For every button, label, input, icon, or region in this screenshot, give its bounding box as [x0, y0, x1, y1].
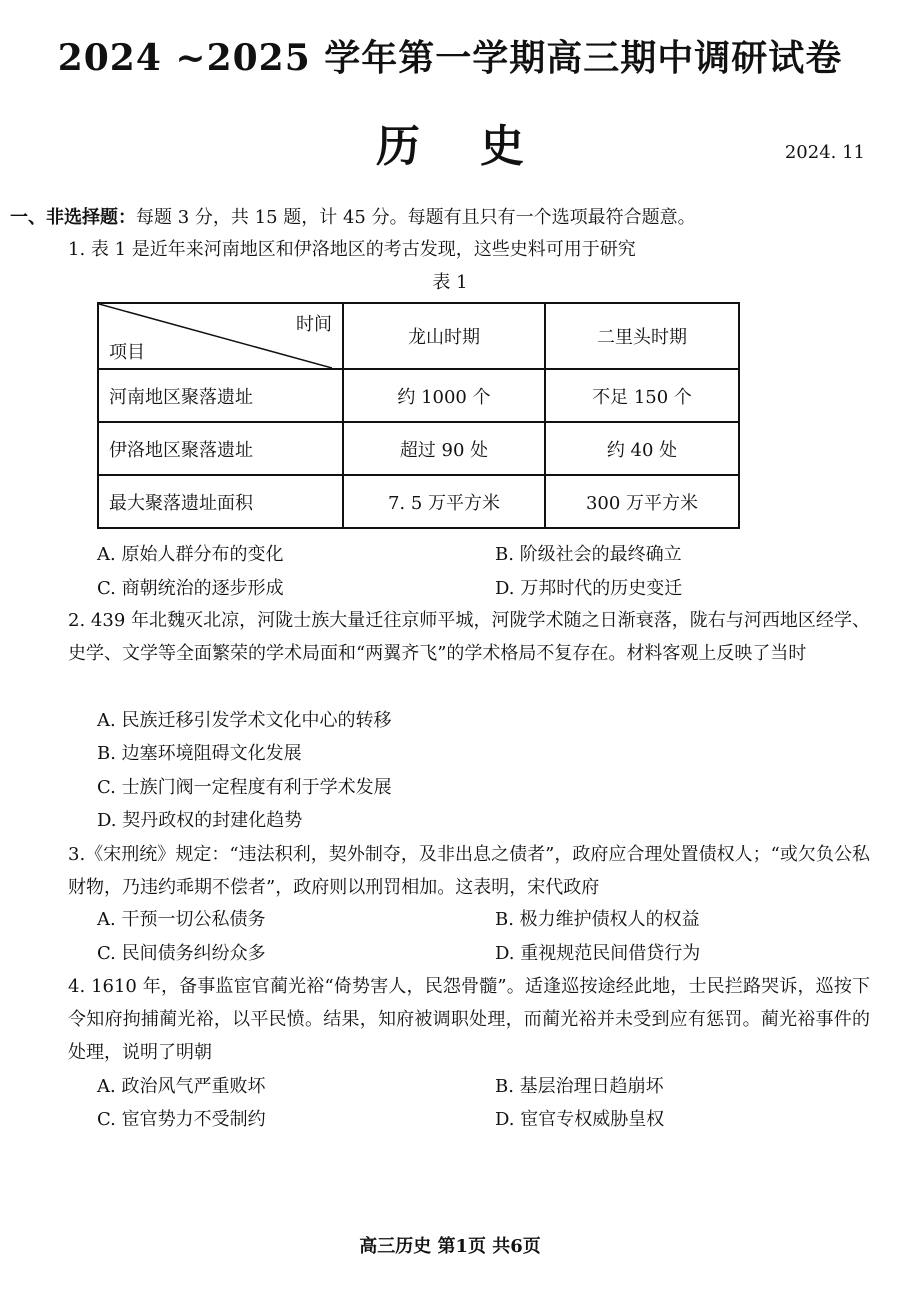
- q4-stem: 4. 1610 年，备事监宦官蔺光裕“倚势害人，民怨骨髓”。适逢巡按途经此地，士民拦路哭诉，巡按下令知府拘捕蔺光裕，以平民愤。结果，知府被调职处理，而蔺光裕并未受到应有惩罚。蔺光裕事件的处理，说明了明朝: [68, 976, 870, 1063]
- archaeology-table: [97, 302, 740, 529]
- q2-stem: 2. 439 年北魏灭北凉，河陇士族大量迁往京师平城，河陇学术随之日渐衰落，陇右与河西地区经学、史学、文学等全面繁荣的学术局面和“两翼齐飞”的学术格局不复存在。材料客观上反映了当时: [68, 610, 870, 664]
- table-row: [98, 475, 739, 528]
- section-description: 每题 3 分，共 15 题，计 45 分。每题有且只有一个选项最符合题意。: [136, 207, 696, 228]
- q2-option-b: B. 边塞环境阻碍文化发展: [97, 743, 302, 764]
- q2-option-d: D. 契丹政权的封建化趋势: [97, 810, 303, 831]
- table-cell: 超过 90 处: [343, 422, 545, 475]
- q4-option-a: A. 政治风气严重败坏: [97, 1076, 266, 1097]
- subject-title: 历史: [376, 121, 584, 172]
- exam-title: 2024 ~2025 学年第一学期高三期中调研试卷: [57, 37, 843, 79]
- q3-option-c: C. 民间债务纠纷众多: [97, 943, 266, 964]
- q2-option-a: A. 民族迁移引发学术文化中心的转移: [97, 710, 392, 731]
- column-header: 二里头时期: [545, 303, 739, 369]
- table-cell: 约 40 处: [545, 422, 739, 475]
- table-cell: 300 万平方米: [545, 475, 739, 528]
- q1-option-d: D. 万邦时代的历史变迁: [495, 578, 683, 599]
- q3-option-a: A. 干预一切公私债务: [97, 909, 266, 930]
- corner-time-label: 时间: [296, 314, 332, 335]
- q1-option-a: A. 原始人群分布的变化: [97, 544, 284, 565]
- q1-option-c: C. 商朝统治的逐步形成: [97, 578, 284, 599]
- column-header: 龙山时期: [343, 303, 545, 369]
- section-label: 一、非选择题：: [10, 207, 136, 228]
- q1-stem: 1. 表 1 是近年来河南地区和伊洛地区的考古发现，这些史料可用于研究: [68, 239, 636, 260]
- q3-option-d: D. 重视规范民间借贷行为: [495, 943, 701, 964]
- row-label: 最大聚落遗址面积: [98, 475, 343, 528]
- table-corner-cell: [98, 303, 343, 369]
- page-footer: 高三历史 第1页 共6页: [359, 1236, 541, 1257]
- q4-option-d: D. 宦官专权威胁皇权: [495, 1109, 665, 1130]
- q1-option-b: B. 阶级社会的最终确立: [495, 544, 682, 565]
- table-caption: 表 1: [432, 272, 468, 293]
- table-cell: 约 1000 个: [343, 369, 545, 422]
- q4-option-c: C. 宦官势力不受制约: [97, 1109, 266, 1130]
- table-cell: 不足 150 个: [545, 369, 739, 422]
- row-label: 伊洛地区聚落遗址: [98, 422, 343, 475]
- table-row: [98, 369, 739, 422]
- q3-option-b: B. 极力维护债权人的权益: [495, 909, 700, 930]
- q2-option-c: C. 士族门阀一定程度有利于学术发展: [97, 777, 392, 798]
- table-row: [98, 422, 739, 475]
- table-cell: 7. 5 万平方米: [343, 475, 545, 528]
- row-label: 河南地区聚落遗址: [98, 369, 343, 422]
- exam-date: 2024. 11: [784, 142, 865, 163]
- corner-item-label: 项目: [109, 342, 145, 363]
- q4-option-b: B. 基层治理日趋崩坏: [495, 1076, 664, 1097]
- q3-stem: 3.《宋刑统》规定：“违法积利，契外制夺，及非出息之债者”，政府应合理处置债权人；“或欠负公私财物，乃违约乖期不偿者”，政府则以刑罚相加。这表明，宋代政府: [68, 844, 870, 898]
- section-heading: [10, 203, 696, 229]
